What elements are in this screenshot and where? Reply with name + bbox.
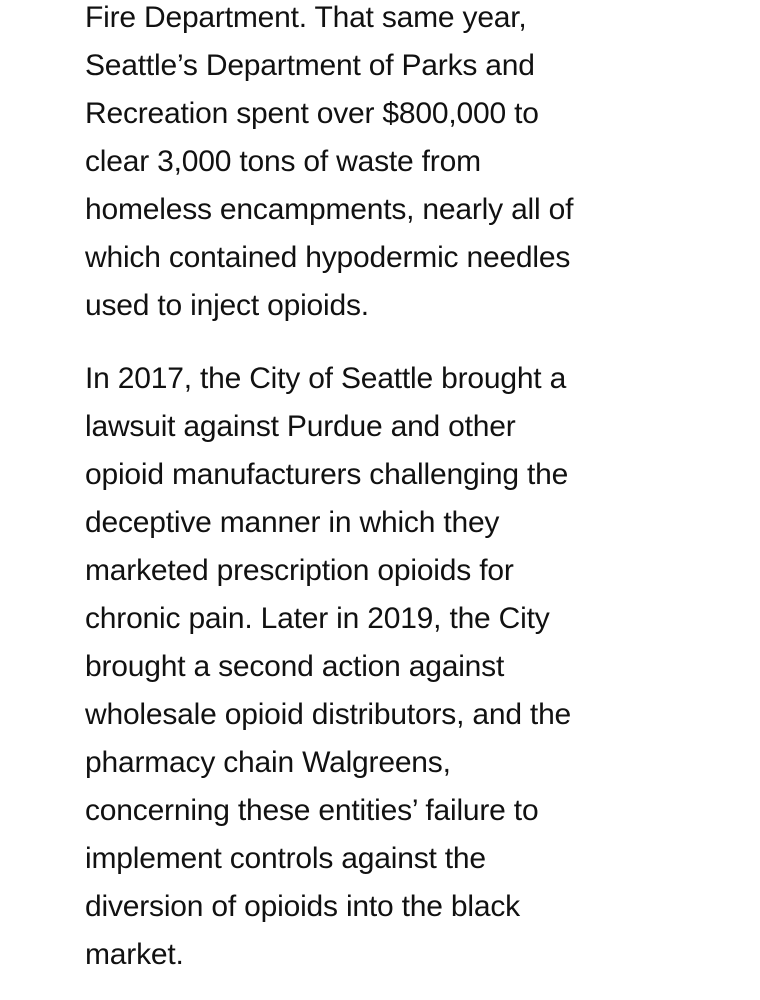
text-line: used to inject opioids. <box>85 289 369 322</box>
text-line: pharmacy chain Walgreens, <box>85 746 451 779</box>
text-line: lawsuit against Purdue and other <box>85 410 516 443</box>
text-line: Recreation spent over $800,000 to <box>85 97 539 130</box>
text-line: marketed prescription opioids for <box>85 554 514 587</box>
text-line: diversion of opioids into the black <box>85 890 520 923</box>
text-line: concerning these entities’ failure to <box>85 794 539 827</box>
text-line: Seattle’s Department of Parks and <box>85 49 535 82</box>
text-line: opioid manufacturers challenging the <box>85 458 569 491</box>
text-line: implement controls against the <box>85 842 486 875</box>
paragraph-lawsuit <box>85 355 725 979</box>
text-line: clear 3,000 tons of waste from <box>85 145 481 178</box>
text-line: deceptive manner in which they <box>85 506 500 539</box>
text-line: Fire Department. That same year, <box>85 1 527 34</box>
text-line: which contained hypodermic needles <box>85 241 571 274</box>
paragraph-parks-cleanup <box>85 0 725 330</box>
text-line: homeless encampments, nearly all of <box>85 193 574 226</box>
text-line: market. <box>85 938 184 971</box>
text-line: In 2017, the City of Seattle brought a <box>85 362 567 395</box>
text-line: chronic pain. Later in 2019, the City <box>85 602 550 635</box>
text-line: brought a second action against <box>85 650 505 683</box>
text-line: wholesale opioid distributors, and the <box>85 698 572 731</box>
